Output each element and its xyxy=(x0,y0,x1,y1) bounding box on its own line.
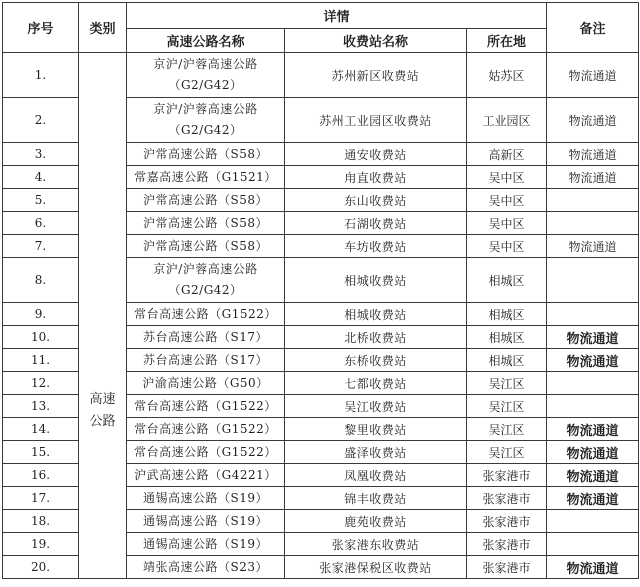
cell-station: 张家港东收费站 xyxy=(285,533,467,556)
table-body xyxy=(3,53,639,579)
cell-seq: 12. xyxy=(3,372,79,395)
cell-remark xyxy=(547,189,639,212)
cell-district: 张家港市 xyxy=(467,464,547,487)
cell-remark: 物流通道 xyxy=(547,464,639,487)
cell-highway: 常台高速公路（G1522） xyxy=(127,441,285,464)
cell-highway: 苏台高速公路（S17） xyxy=(127,349,285,372)
category-label: 高速公路 xyxy=(89,391,116,429)
header-highway: 高速公路名称 xyxy=(127,29,285,53)
cell-seq: 5. xyxy=(3,189,79,212)
cell-station: 黎里收费站 xyxy=(285,418,467,441)
cell-seq: 19. xyxy=(3,533,79,556)
cell-district: 吴中区 xyxy=(467,212,547,235)
cell-category xyxy=(79,53,127,579)
cell-seq: 2. xyxy=(3,98,79,143)
cell-highway: 通锡高速公路（S19） xyxy=(127,533,285,556)
cell-seq: 20. xyxy=(3,556,79,579)
cell-highway: 通锡高速公路（S19） xyxy=(127,510,285,533)
cell-remark: 物流通道 xyxy=(547,235,639,258)
cell-highway: 沪常高速公路（S58） xyxy=(127,143,285,166)
cell-station: 锦丰收费站 xyxy=(285,487,467,510)
cell-district: 吴江区 xyxy=(467,418,547,441)
cell-highway: 沪常高速公路（S58） xyxy=(127,212,285,235)
cell-district: 姑苏区 xyxy=(467,53,547,98)
cell-highway: 沪常高速公路（S58） xyxy=(127,189,285,212)
cell-highway: 靖张高速公路（S23） xyxy=(127,556,285,579)
header-district: 所在地 xyxy=(467,29,547,53)
cell-highway: 常台高速公路（G1522） xyxy=(127,395,285,418)
cell-district: 相城区 xyxy=(467,349,547,372)
cell-remark xyxy=(547,510,639,533)
cell-seq: 13. xyxy=(3,395,79,418)
cell-station: 盛泽收费站 xyxy=(285,441,467,464)
cell-district: 吴中区 xyxy=(467,189,547,212)
table-row xyxy=(3,53,639,98)
cell-seq: 4. xyxy=(3,166,79,189)
cell-seq: 10. xyxy=(3,326,79,349)
cell-highway: 京沪/沪蓉高速公路（G2/G42） xyxy=(127,98,285,143)
cell-district: 相城区 xyxy=(467,258,547,303)
cell-district: 吴江区 xyxy=(467,372,547,395)
cell-remark: 物流通道 xyxy=(547,418,639,441)
cell-district: 张家港市 xyxy=(467,510,547,533)
cell-remark xyxy=(547,533,639,556)
cell-remark: 物流通道 xyxy=(547,98,639,143)
cell-highway: 苏台高速公路（S17） xyxy=(127,326,285,349)
cell-highway: 沪渝高速公路（G50） xyxy=(127,372,285,395)
cell-seq: 7. xyxy=(3,235,79,258)
cell-station: 东桥收费站 xyxy=(285,349,467,372)
cell-highway: 沪武高速公路（G4221） xyxy=(127,464,285,487)
cell-highway: 常台高速公路（G1522） xyxy=(127,303,285,326)
cell-remark: 物流通道 xyxy=(547,556,639,579)
cell-remark xyxy=(547,395,639,418)
cell-station: 东山收费站 xyxy=(285,189,467,212)
header-details: 详情 xyxy=(127,3,547,29)
cell-district: 吴中区 xyxy=(467,166,547,189)
cell-district: 张家港市 xyxy=(467,487,547,510)
header-station: 收费站名称 xyxy=(285,29,467,53)
cell-remark: 物流通道 xyxy=(547,349,639,372)
cell-station: 相城收费站 xyxy=(285,258,467,303)
cell-district: 相城区 xyxy=(467,326,547,349)
cell-station: 相城收费站 xyxy=(285,303,467,326)
cell-remark: 物流通道 xyxy=(547,166,639,189)
cell-station: 北桥收费站 xyxy=(285,326,467,349)
cell-highway: 沪常高速公路（S58） xyxy=(127,235,285,258)
cell-seq: 3. xyxy=(3,143,79,166)
cell-district: 吴江区 xyxy=(467,441,547,464)
cell-seq: 14. xyxy=(3,418,79,441)
cell-remark: 物流通道 xyxy=(547,487,639,510)
cell-highway: 京沪/沪蓉高速公路（G2/G42） xyxy=(127,258,285,303)
cell-remark xyxy=(547,303,639,326)
cell-station: 苏州工业园区收费站 xyxy=(285,98,467,143)
cell-seq: 18. xyxy=(3,510,79,533)
cell-station: 甪直收费站 xyxy=(285,166,467,189)
cell-station: 张家港保税区收费站 xyxy=(285,556,467,579)
cell-station: 鹿苑收费站 xyxy=(285,510,467,533)
toll-station-table xyxy=(2,2,639,579)
cell-station: 吴江收费站 xyxy=(285,395,467,418)
header-category: 类别 xyxy=(79,3,127,53)
cell-seq: 17. xyxy=(3,487,79,510)
cell-seq: 8. xyxy=(3,258,79,303)
cell-district: 张家港市 xyxy=(467,533,547,556)
header-remark: 备注 xyxy=(547,3,639,53)
cell-district: 吴中区 xyxy=(467,235,547,258)
cell-remark xyxy=(547,212,639,235)
cell-remark: 物流通道 xyxy=(547,441,639,464)
cell-highway: 常嘉高速公路（G1521） xyxy=(127,166,285,189)
cell-station: 苏州新区收费站 xyxy=(285,53,467,98)
header-seq: 序号 xyxy=(3,3,79,53)
cell-highway: 通锡高速公路（S19） xyxy=(127,487,285,510)
cell-seq: 6. xyxy=(3,212,79,235)
cell-station: 通安收费站 xyxy=(285,143,467,166)
cell-remark xyxy=(547,372,639,395)
cell-remark xyxy=(547,258,639,303)
cell-remark: 物流通道 xyxy=(547,143,639,166)
cell-seq: 1. xyxy=(3,53,79,98)
cell-station: 凤凰收费站 xyxy=(285,464,467,487)
cell-district: 高新区 xyxy=(467,143,547,166)
cell-station: 车坊收费站 xyxy=(285,235,467,258)
cell-station: 七都收费站 xyxy=(285,372,467,395)
cell-highway: 常台高速公路（G1522） xyxy=(127,418,285,441)
cell-seq: 11. xyxy=(3,349,79,372)
header-row-top xyxy=(3,3,639,29)
cell-district: 张家港市 xyxy=(467,556,547,579)
cell-seq: 15. xyxy=(3,441,79,464)
cell-station: 石湖收费站 xyxy=(285,212,467,235)
cell-seq: 16. xyxy=(3,464,79,487)
cell-seq: 9. xyxy=(3,303,79,326)
cell-district: 工业园区 xyxy=(467,98,547,143)
toll-station-table-container xyxy=(2,2,638,579)
cell-remark: 物流通道 xyxy=(547,326,639,349)
cell-district: 吴江区 xyxy=(467,395,547,418)
cell-remark: 物流通道 xyxy=(547,53,639,98)
cell-highway: 京沪/沪蓉高速公路（G2/G42） xyxy=(127,53,285,98)
cell-district: 相城区 xyxy=(467,303,547,326)
